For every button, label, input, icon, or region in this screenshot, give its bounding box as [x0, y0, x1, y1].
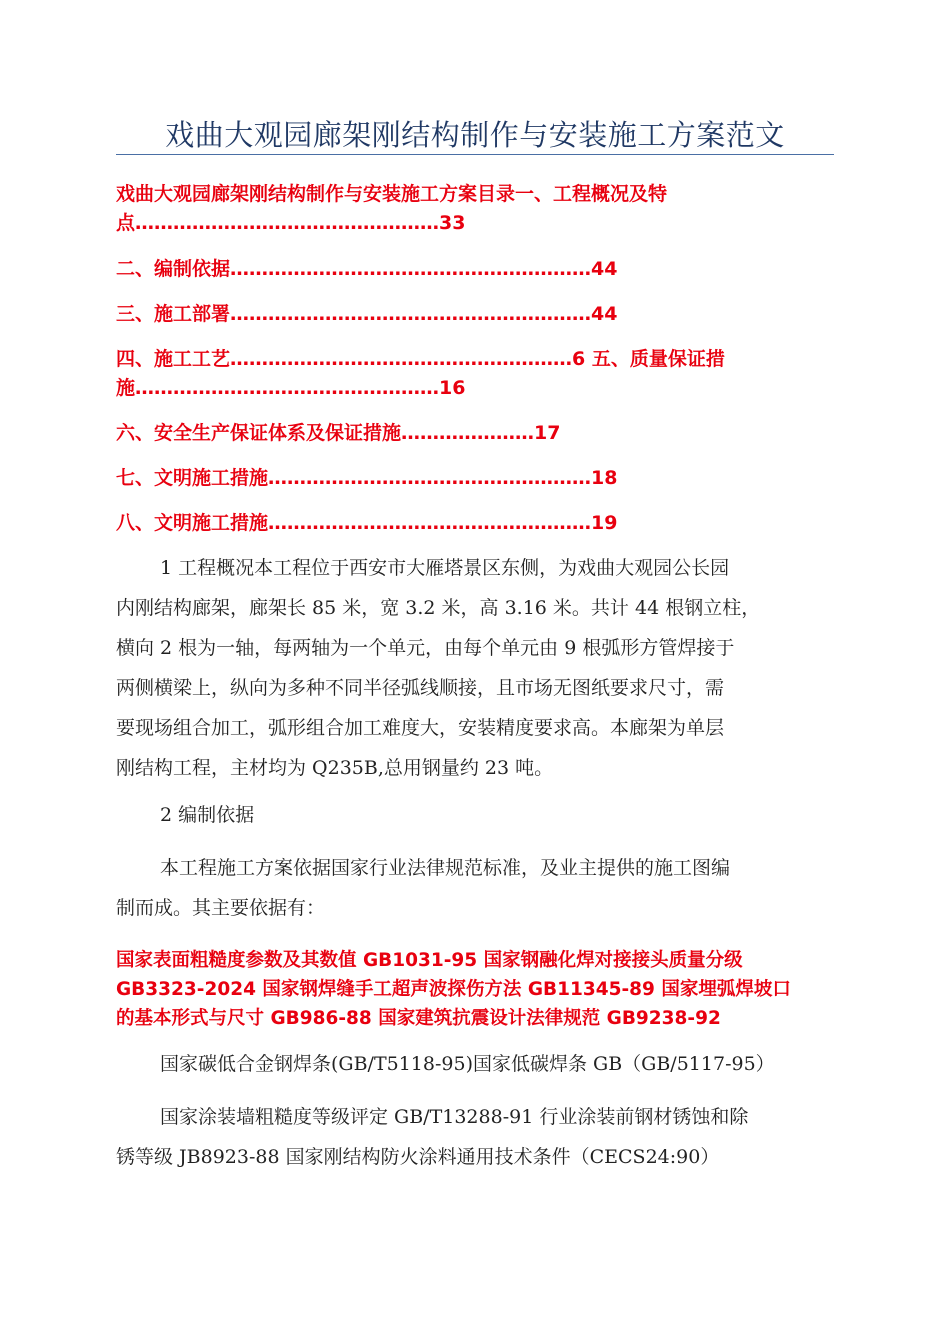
toc-line[interactable]: 六、安全生产保证体系及保证措施…………………17	[116, 422, 561, 444]
toc-line[interactable]: 二、编制依据…………………………………………………44	[116, 258, 618, 280]
toc-line[interactable]: 点…………………………………………33	[116, 212, 466, 234]
paragraph-line: 制而成。其主要依据有：	[116, 897, 326, 919]
standards-line: GB3323-2024 国家钢焊缝手工超声波探伤方法 GB11345-89 国家埋弧焊坡口	[116, 979, 791, 1000]
toc-line[interactable]: 施…………………………………………16	[116, 377, 466, 399]
standards-line: 国家表面粗糙度参数及其数值 GB1031-95 国家钢融化焊对接接头质量分级	[116, 950, 743, 971]
paragraph-line: 两侧横梁上，纵向为多种不同半径弧线顺接，且市场无图纸要求尺寸，需	[116, 677, 725, 699]
paragraph-line: 横向 2 根为一轴，每两轴为一个单元，由每个单元由 9 根弧形方管焊接于	[116, 637, 735, 659]
paragraph-line: 刚结构工程，主材均为 Q235B,总用钢量约 23 吨。	[116, 757, 554, 779]
paragraph-line: 1 工程概况本工程位于西安市大雁塔景区东侧，为戏曲大观园公长园	[160, 557, 730, 579]
toc-line[interactable]: 戏曲大观园廊架刚结构制作与安装施工方案目录一、工程概况及特	[116, 183, 668, 205]
standards-line: 国家涂装墙粗糙度等级评定 GB/T13288-91 行业涂装前钢材锈蚀和除	[160, 1106, 749, 1128]
paragraph-line: 要现场组合加工，弧形组合加工难度大，安装精度要求高。本廊架为单层	[116, 717, 725, 739]
standards-line: 国家碳低合金钢焊条(GB/T5118-95)国家低碳焊条 GB（GB/5117-95）	[160, 1053, 775, 1075]
paragraph-line: 本工程施工方案依据国家行业法律规范标准，及业主提供的施工图编	[160, 857, 731, 879]
document-title: 戏曲大观园廊架刚结构制作与安装施工方案范文	[165, 118, 785, 152]
toc-line[interactable]: 七、文明施工措施……………………………………………18	[116, 467, 618, 489]
paragraph-line: 内刚结构廊架，廊架长 85 米，宽 3.2 米，高 3.16 米。共计 44 根钢立柱，	[116, 597, 761, 619]
toc-line[interactable]: 八、文明施工措施……………………………………………19	[116, 512, 618, 534]
toc-line[interactable]: 四、施工工艺………………………………………………6 五、质量保证措	[116, 348, 725, 370]
standards-line: 锈等级 JB8923-88 国家刚结构防火涂料通用技术条件（CECS24:90）	[116, 1146, 720, 1168]
toc-line[interactable]: 三、施工部署…………………………………………………44	[116, 303, 618, 325]
standards-line: 的基本形式与尺寸 GB986-88 国家建筑抗震设计法律规范 GB9238-92	[116, 1008, 721, 1029]
title-underline	[116, 154, 834, 155]
section-heading: 2 编制依据	[160, 804, 255, 826]
